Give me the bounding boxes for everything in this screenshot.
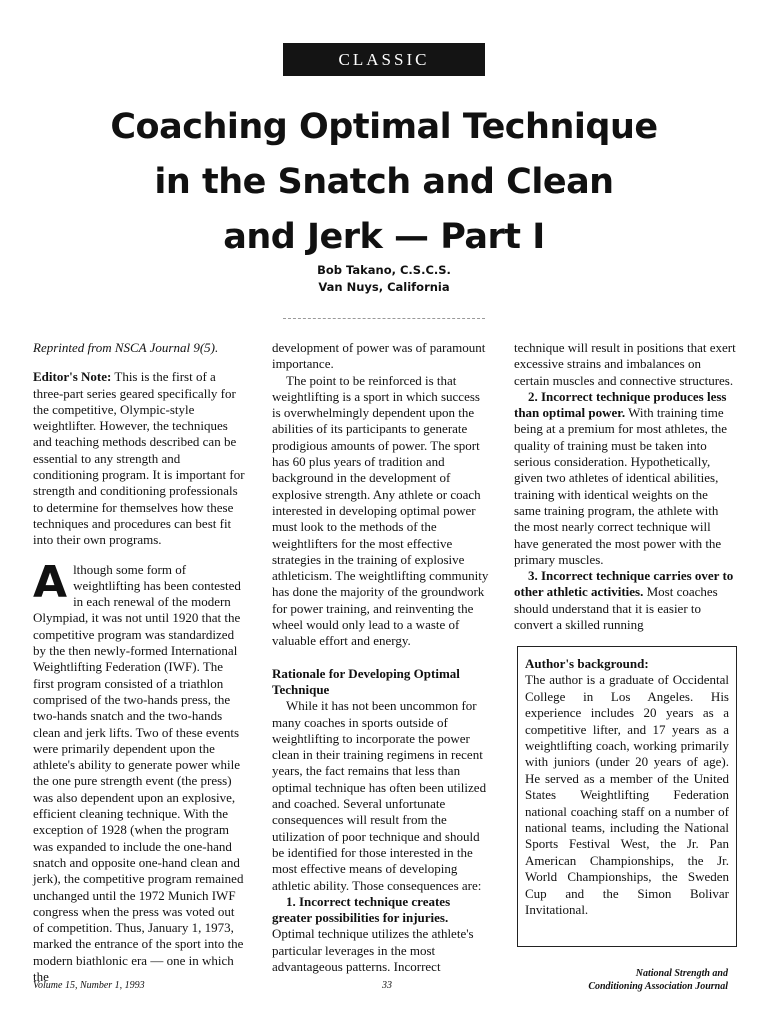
point-2-heading: 2. Incorrect technique produces less than optimal power. [514, 388, 727, 421]
paragraph: The point to be reinforced is that weightlifting is a sport in which success is overwhelmingly dependent upon the abilities of its participants to generate prodigious amounts of power. The sport has 60 plus years of tradition and background in the development of explosive strength. Any athlete or coach interested in developing optimal power must look to the methods of the weightlifters for the most effective strategies in the training of explosive athleticism. The weightlifting community has done the majority of the groundwork for power training, and reinventing the wheel would only lead to a waste of valuable effort and energy. [272, 372, 489, 649]
title-line: in the Snatch and Clean [154, 162, 614, 202]
box-title: Author's background: [525, 656, 649, 671]
page-number: 33 [382, 980, 392, 991]
footer-volume: Volume 15, Number 1, 1993 [33, 980, 145, 991]
paragraph: development of power was of paramount importance. [272, 340, 486, 372]
byline [234, 262, 534, 296]
editor-note-text: This is the first of a three-part series geared specifically for the competitive, Olympic-style weightlifter. However, the techniques and teaching methods described can be essential to any strength and conditioning program. It is important for strength and conditioning professionals to determine for themselves how these techniques and procedures can best fit into their own programs. [33, 369, 245, 548]
intro-paragraph [33, 556, 245, 986]
point-2 [514, 389, 736, 568]
column-1 [33, 340, 245, 985]
paragraph: technique will result in positions that exert excessive strains and imbalances on certain muscles and connective structures. [514, 340, 736, 388]
author-name: Bob Takano, C.S.C.S. [317, 263, 451, 277]
point-2-text: With training time being at a premium for most athletes, the quality of training must be taken into serious consideration. Hypothetically, given two athletes of identical abilities, training with identical weights on the same training program, the athlete with the most nearly correct technique will have generated the most power with the primary muscles. [514, 405, 727, 567]
author-location: Van Nuys, California [318, 280, 450, 294]
editor-note-label: Editor's Note: [33, 369, 112, 385]
article-title [60, 100, 708, 265]
divider [283, 318, 485, 319]
column-2 [272, 340, 490, 975]
intro-text: lthough some form of weightlifting has been contested in each renewal of the modern Olympiad, it was not until 1920 that the competitive program was standardized by the then newly-formed International Weightlifting Federation (IWF). The first program consisted of a triathlon comprised of the two-hands press, the two-hands snatch and the two-hands clean and jerk lifts. Two of these events were primarily dependent upon the athlete's ability to generate power while the one pure strength event (the press) was also dependent upon an explosive, efficient cleaning technique. With the exception of 1928 (when the program was expanded to include the one-hand snatch and opposite one-hand clean and jerk), the competitive program remained unchanged until the 1972 Munich IWF congress when the press was voted out of competition. Thus, January 1, 1973, marked the entrance of the sport into the modern biathlonic era — one in which the [33, 561, 244, 984]
footer-journal-line: National Strength and [635, 968, 728, 979]
title-line: Coaching Optimal Technique [110, 107, 658, 147]
author-background-box [517, 646, 737, 947]
title-line: and Jerk — Part I [223, 217, 545, 257]
point-1-heading: 1. Incorrect technique creates greater possibilities for injuries. [272, 893, 451, 926]
footer-journal [565, 967, 728, 993]
reprint-note: Reprinted from NSCA Journal 9(5). [33, 340, 219, 355]
point-1-text: Optimal technique utilizes the athlete's particular leverages in the most advantageous patterns. Incorrect [272, 926, 474, 974]
point-1 [272, 894, 490, 975]
footer-journal-line: Conditioning Association Journal [588, 981, 728, 992]
section-banner: CLASSIC [283, 43, 485, 76]
point-3-text: Most coaches should understand that it is easier to convert a skilled running [514, 584, 718, 633]
column-3 [514, 340, 736, 633]
paragraph: While it has not been uncommon for many coaches in sports outside of weightlifting to incorporate the power clean in their training regimens in recent years, the fact remains that less than optimal technique has often been utilized and coached. Several unfortunate consequences will result from the utilization of poor technique and should be identified for those interested in the most effective means of developing athletic ability. Those consequences are: [272, 698, 487, 893]
box-text: The author is a graduate of Occidental College in Los Angeles. His experience includes 20 years as a competitive lifter, and 17 years as a weightlifting coach, working primarily with juniors (under 20 years of age). He served as a member of the United States Weightlifting Federation national coaching staff on a number of national teams, including the National Sports Festival West, the Jr. Pan American Championships, the Jr. World Championships, the Sweden Cup and the Simon Bolivar Invitational. [525, 672, 729, 918]
section-heading: Rationale for Developing Optimal Technique [272, 665, 460, 697]
point-3 [514, 568, 736, 633]
drop-cap: A [33, 556, 68, 608]
point-3-heading: 3. Incorrect technique carries over to other athletic activities. [514, 568, 734, 600]
editor-note [33, 369, 245, 548]
